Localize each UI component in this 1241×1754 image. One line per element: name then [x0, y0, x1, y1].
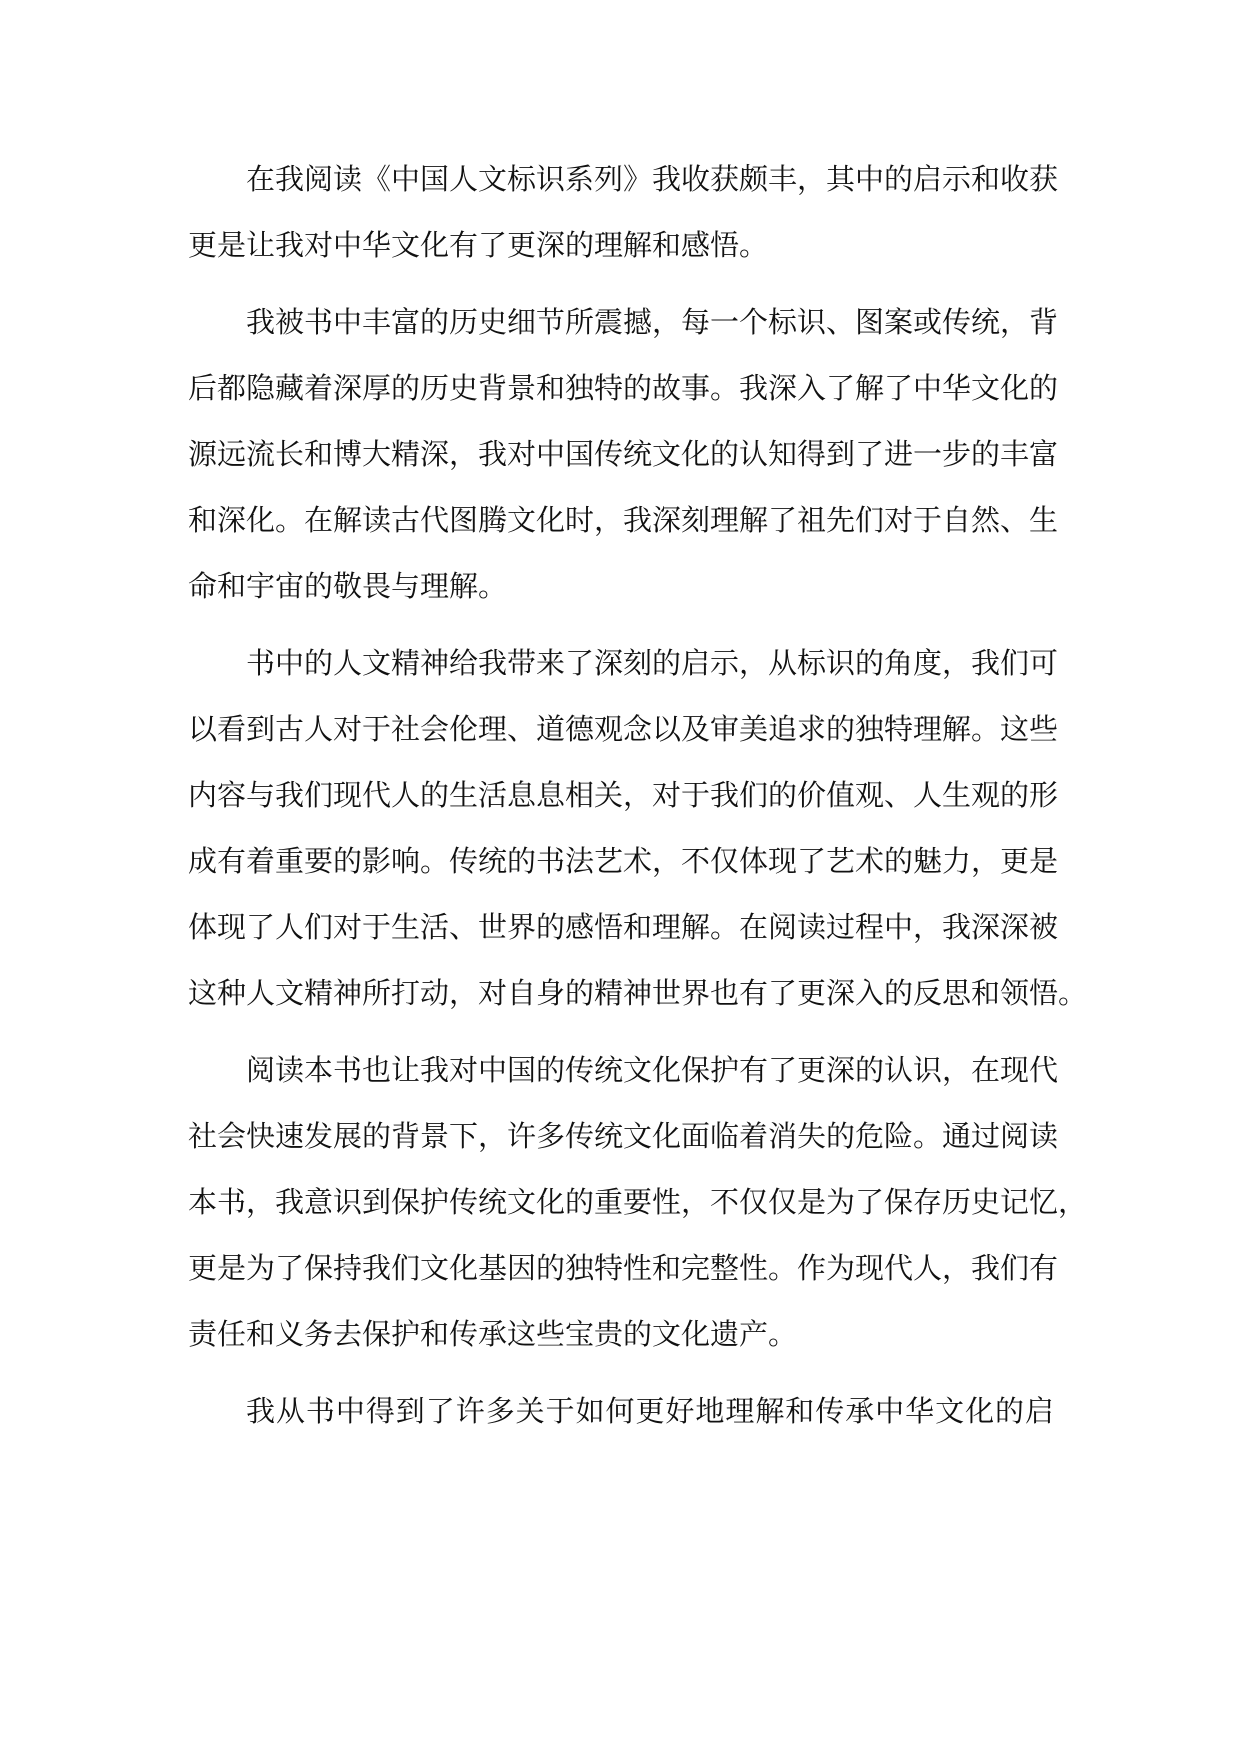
text-line: 以看到古人对于社会伦理、道德观念以及审美追求的独特理解。这些 [188, 712, 1059, 746]
text-line: 这种人文精神所打动，对自身的精神世界也有了更深入的反思和领悟。 [188, 976, 1088, 1010]
paragraph-2 [188, 289, 1059, 619]
text-line: 内容与我们现代人的生活息息相关，对于我们的价值观、人生观的形 [188, 778, 1059, 812]
paragraph-4 [188, 1037, 1088, 1367]
text-line: 后都隐藏着深厚的历史背景和独特的故事。我深入了解了中华文化的 [188, 371, 1059, 405]
text-line: 我被书中丰富的历史细节所震撼，每一个标识、图案或传统，背 [246, 305, 1059, 339]
text-line: 体现了人们对于生活、世界的感悟和理解。在阅读过程中，我深深被 [188, 910, 1059, 944]
paragraph-5 [188, 1378, 1054, 1444]
text-line: 社会快速发展的背景下，许多传统文化面临着消失的危险。通过阅读 [188, 1119, 1059, 1153]
document-body [188, 146, 1088, 1455]
text-line: 阅读本书也让我对中国的传统文化保护有了更深的认识，在现代 [246, 1053, 1059, 1087]
text-line: 命和宇宙的敬畏与理解。 [188, 569, 508, 603]
text-line: 成有着重要的影响。传统的书法艺术，不仅体现了艺术的魅力，更是 [188, 844, 1059, 878]
paragraph-1 [188, 146, 1059, 278]
text-line: 和深化。在解读古代图腾文化时，我深刻理解了祖先们对于自然、生 [188, 503, 1059, 537]
text-line: 书中的人文精神给我带来了深刻的启示，从标识的角度，我们可 [246, 646, 1059, 680]
text-line: 更是为了保持我们文化基因的独特性和完整性。作为现代人，我们有 [188, 1251, 1059, 1285]
text-line: 本书，我意识到保护传统文化的重要性，不仅仅是为了保存历史记忆， [188, 1185, 1088, 1219]
text-line: 源远流长和博大精深，我对中国传统文化的认知得到了进一步的丰富 [188, 437, 1059, 471]
paragraph-3 [188, 630, 1088, 1026]
text-line: 责任和义务去保护和传承这些宝贵的文化遗产。 [188, 1317, 798, 1351]
text-line: 我从书中得到了许多关于如何更好地理解和传承中华文化的启 [246, 1394, 1054, 1428]
text-line: 更是让我对中华文化有了更深的理解和感悟。 [188, 228, 769, 262]
text-line: 在我阅读《中国人文标识系列》我收获颇丰，其中的启示和收获 [246, 162, 1059, 196]
